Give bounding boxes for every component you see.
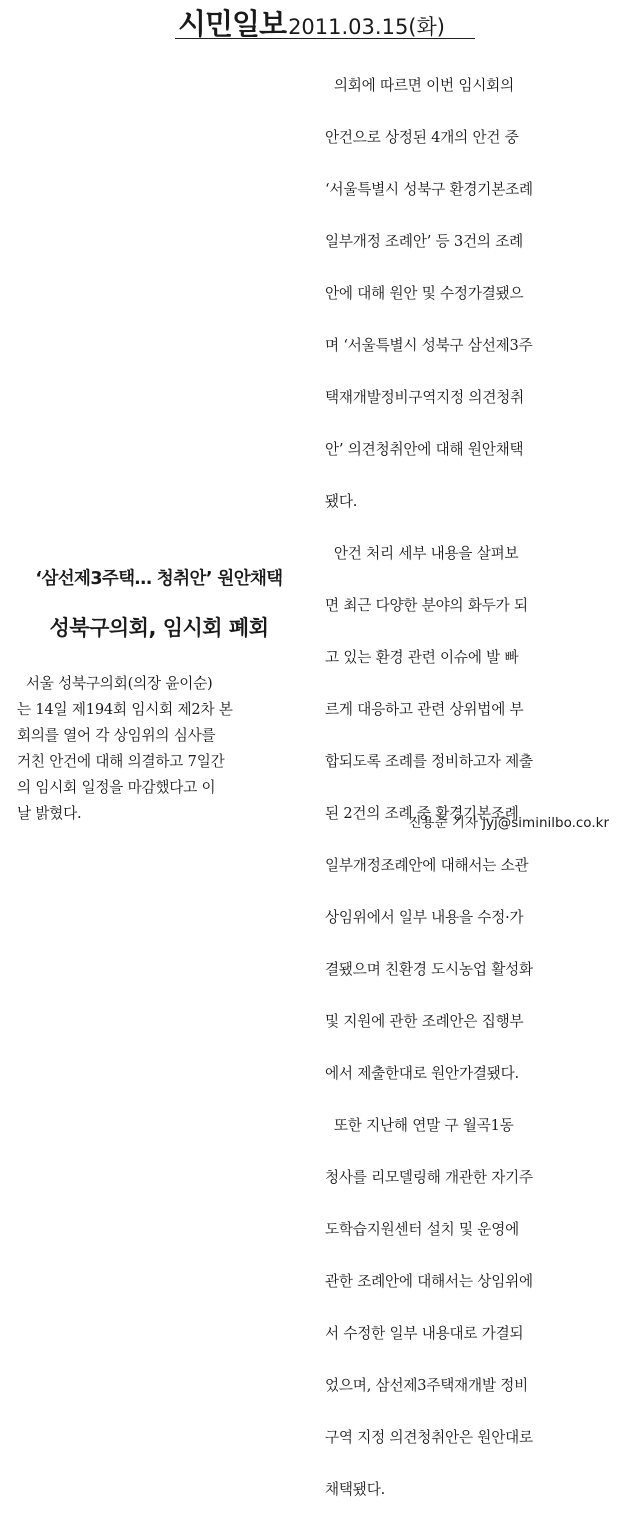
article-right-column [325,73,615,1529]
text-line: 관한 조례안에 대해서는 상임위에 [325,1273,533,1290]
text-line: 또한 지난해 연말 구 월곡1동 [325,1117,514,1134]
text-line: 의 임시회 일정을 마감했다고 이 [17,779,216,796]
text-line: 르게 대응하고 관련 상위법에 부 [325,701,524,718]
article-body-right [325,73,615,1529]
publication-date: 2011.03.15(화) [288,15,445,39]
text-line: 청사를 리모델링해 개관한 자기주 [325,1169,533,1186]
article-body-left [17,671,312,827]
text-line: 및 지원에 관한 조례안은 집행부 [325,1013,524,1030]
text-line: ‘서울특별시 성북구 환경기본조례 [325,181,533,198]
text-line: 구역 지정 의견청취안은 원안대로 [325,1429,533,1446]
text-line: 는 14일 제194회 임시회 제2차 본 [17,701,233,718]
text-line: 된 2건의 조례 중 환경기본조례 [325,805,519,822]
text-line: 일부개정 조례안’ 등 3건의 조례 [325,233,524,250]
text-line: 안’ 의견청취안에 대해 원안채택 [325,441,524,458]
text-line: 채택됐다. [325,1481,386,1498]
text-line: 안건 처리 세부 내용을 살펴보 [325,545,519,562]
text-line: 서울 성북구의회(의장 윤이순) [17,675,213,692]
article-heading [0,566,318,642]
masthead-title [178,2,445,43]
masthead-underline [175,38,475,39]
text-line: 었으며, 삼선제3주택재개발 정비 [325,1377,529,1394]
text-line: 됐다. [325,493,358,510]
text-line: 도학습지원센터 설치 및 운영에 [325,1221,519,1238]
article-subheadline: ‘삼선제3주택… 청취안’ 원안채택 [35,569,283,589]
text-line: 고 있는 환경 관련 이슈에 발 빠 [325,649,519,666]
text-line: 회의를 열어 각 상임위의 심사를 [17,727,216,744]
article-byline: 진용준 기자 jyj@siminilbo.co.kr [408,815,609,831]
newspaper-name: 시민일보 [178,7,287,41]
text-line: 택재개발정비구역지정 의견청취 [325,389,525,406]
text-line: 서 수정한 일부 내용대로 가결되 [325,1325,524,1342]
text-line: 안건으로 상정된 4개의 안건 중 [325,129,519,146]
article-left-column [17,671,312,827]
text-line: 면 최근 다양한 분야의 화두가 되 [325,597,528,614]
text-line: 에서 제출한대로 원안가결됐다. [325,1065,519,1082]
text-line: 의회에 따르면 이번 임시회의 [325,77,514,94]
text-line: 안에 대해 원안 및 수정가결됐으 [325,285,524,302]
text-line: 거친 안건에 대해 의결하고 7일간 [17,753,225,770]
text-line: 상임위에서 일부 내용을 수정·가 [325,909,524,926]
text-line: 며 ‘서울특별시 성북구 삼선제3주 [325,337,533,354]
text-line: 합되도록 조례를 정비하고자 제출 [325,753,533,770]
text-line: 결됐으며 친환경 도시농업 활성화 [325,961,533,978]
article-headline: 성북구의회, 임시회 폐회 [49,616,269,640]
text-line: 일부개정조례안에 대해서는 소관 [325,857,529,874]
text-line: 날 밝혔다. [17,805,82,822]
